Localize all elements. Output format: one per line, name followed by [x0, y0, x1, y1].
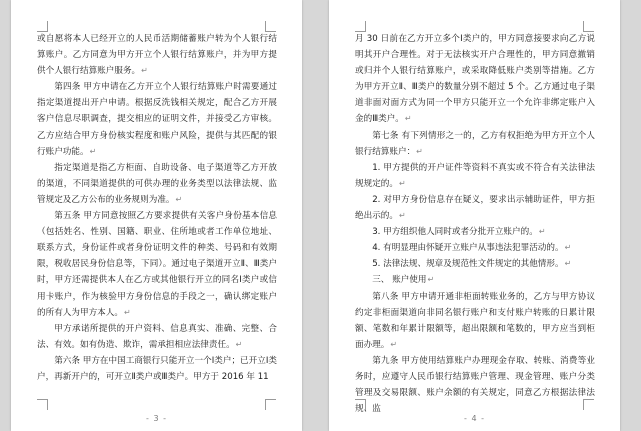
paragraph [355, 240, 595, 256]
paragraph-text: 第四条 甲方申请在乙方开立个人银行结算账户时需要通过指定渠道提出开户申请。根据反洗钱相关规定，配合乙方开展客户信息尽职调查，提交相应的证明文件，并接受乙方审核。乙方应结合甲方身份核实程度和账户风险，提供与其匹配的银行账户功能。 [37, 82, 277, 157]
crop-mark [37, 399, 48, 410]
paragraph-text: 甲方承诺所提供的开户资料、信息真实、准确、完整、合法、有效。如有伪造、欺诈，需承担相应法律责任。 [37, 323, 277, 350]
paragraph-text: 第六条 甲方在中国工商银行只能开立一个Ⅰ类户；已开立Ⅰ类户，再新开户的，可开立Ⅱ类户或Ⅲ类户。甲方于 2016 年 11 [37, 355, 277, 382]
page-3 [11, 0, 302, 431]
paragraph-mark-icon: ↵ [141, 66, 148, 76]
paragraph-text: 指定渠道是指乙方柜面、自助设备、电子渠道等乙方开放的渠道，不同渠道提供的可供办理的业务类型以法律法规、监管规定及乙方公布的业务规则为准。 [37, 162, 277, 205]
paragraph-text: 三、 账户使用 [372, 275, 427, 286]
paragraph-text: 2. 对甲方身份信息存在疑义，要求出示辅助证件，甲方拒绝出示的。 [355, 194, 595, 222]
paragraph-mark-icon: ↵ [123, 307, 131, 317]
paragraph [37, 79, 277, 159]
paragraph-mark-icon: ↵ [175, 194, 183, 204]
paragraph-mark-icon: ↵ [538, 227, 546, 237]
page-4-body [355, 31, 595, 417]
page-number: - 4 - [464, 414, 485, 423]
paragraph-mark-icon: ↵ [416, 146, 423, 156]
paragraph [355, 289, 595, 353]
paragraph [355, 224, 595, 240]
paragraph [355, 192, 595, 224]
paragraph-mark-icon: ↵ [89, 146, 97, 156]
paragraph-text: 或自愿将本人已经开立的人民币活期储蓄账户转为个人银行结算账户。乙方同意为甲方开立个人银行结算账户，并为甲方提供个人银行结算账户服务。 [37, 34, 277, 77]
paragraph-mark-icon: ↵ [398, 211, 406, 221]
paragraph-mark-icon: ↵ [390, 339, 398, 349]
paragraph [355, 353, 595, 417]
section-heading [355, 272, 595, 288]
paragraph-mark-icon: ↵ [427, 275, 435, 285]
paragraph [37, 353, 277, 385]
paragraph-mark-icon: ↵ [398, 178, 406, 188]
paragraph-mark-icon: ↵ [235, 339, 243, 349]
paragraph [37, 208, 277, 321]
paragraph-text: 1. 甲方提供的开户证件等资料不真实或不符合有关法律法规规定的。 [355, 162, 595, 189]
paragraph [37, 321, 277, 353]
paragraph-text: 第七条 有下列情形之一的，乙方有权拒绝为甲方开立个人银行结算账户： [355, 130, 595, 157]
paragraph-text: 3. 甲方组织他人同时或者分批开立账户的。 [372, 227, 538, 238]
page-3-body [37, 31, 277, 385]
paragraph [355, 160, 595, 192]
crop-mark [265, 399, 276, 410]
paragraph-text: 月 30 日前在乙方开立多个Ⅰ类户的，甲方同意接要求向乙方说明其开户合理性。对于无法核实开户合理性的，甲方同意撤销或归并个人银行结算账户，或采取降低账户类别等措施。乙方为甲方开立Ⅱ、Ⅲ类户的数量分别不超过 5 个。乙方通过电子渠道非面对面方式为同一个甲方只能开立一个允许非绑定账户入金的Ⅲ类户。 [355, 34, 595, 125]
page-4 [329, 0, 620, 431]
paragraph [355, 31, 595, 128]
paragraph [37, 31, 277, 79]
paragraph-text: 4. 有明显理由怀疑开立账户从事违法犯罪活动的。 [372, 243, 564, 254]
paragraph-mark-icon: ↵ [564, 243, 572, 253]
paragraph-mark-icon: ↵ [564, 259, 572, 269]
paragraph [355, 128, 595, 160]
paragraph [355, 256, 595, 272]
paragraph-text: 第九条 甲方使用结算账户办理现金存取、转账、消费等业务时，应遵守人民币银行结算账户管理、现金管理、账户分类管理及交易限额、账户余额的有关规定，同意乙方根据法律法规、监 [355, 355, 595, 415]
paragraph [37, 160, 277, 208]
paragraph-mark-icon: ↵ [404, 114, 412, 124]
paragraph-text: 第八条 甲方申请开通非柜面转账业务的，乙方与甲方协议约定非柜面渠道向非同名银行账户和支付账户转账的日累计限额、笔数和年累计限额等，超出限额和笔数的，甲方应当到柜面办理。 [355, 291, 595, 350]
page-number: - 3 - [146, 414, 167, 423]
paragraph-text: 第五条 甲方同意按照乙方要求提供有关客户身份基本信息（包括姓名、性别、国籍、职业、住所地或者工作单位地址、联系方式，身份证件或者身份证明文件的种类、号码和有效期限，税收居民身份信息等，下同）。通过电子渠道开立Ⅱ、Ⅲ类户时，甲方还需提供本人在乙方或其他银行开立的同名Ⅰ类户或信用卡账户，作为核验甲方身份信息的手段之一，确认绑定账户的所有人为甲方本人。 [37, 211, 277, 318]
paragraph-text: 5. 法律法规、规章及规范性文件规定的其他情形。 [372, 259, 564, 270]
